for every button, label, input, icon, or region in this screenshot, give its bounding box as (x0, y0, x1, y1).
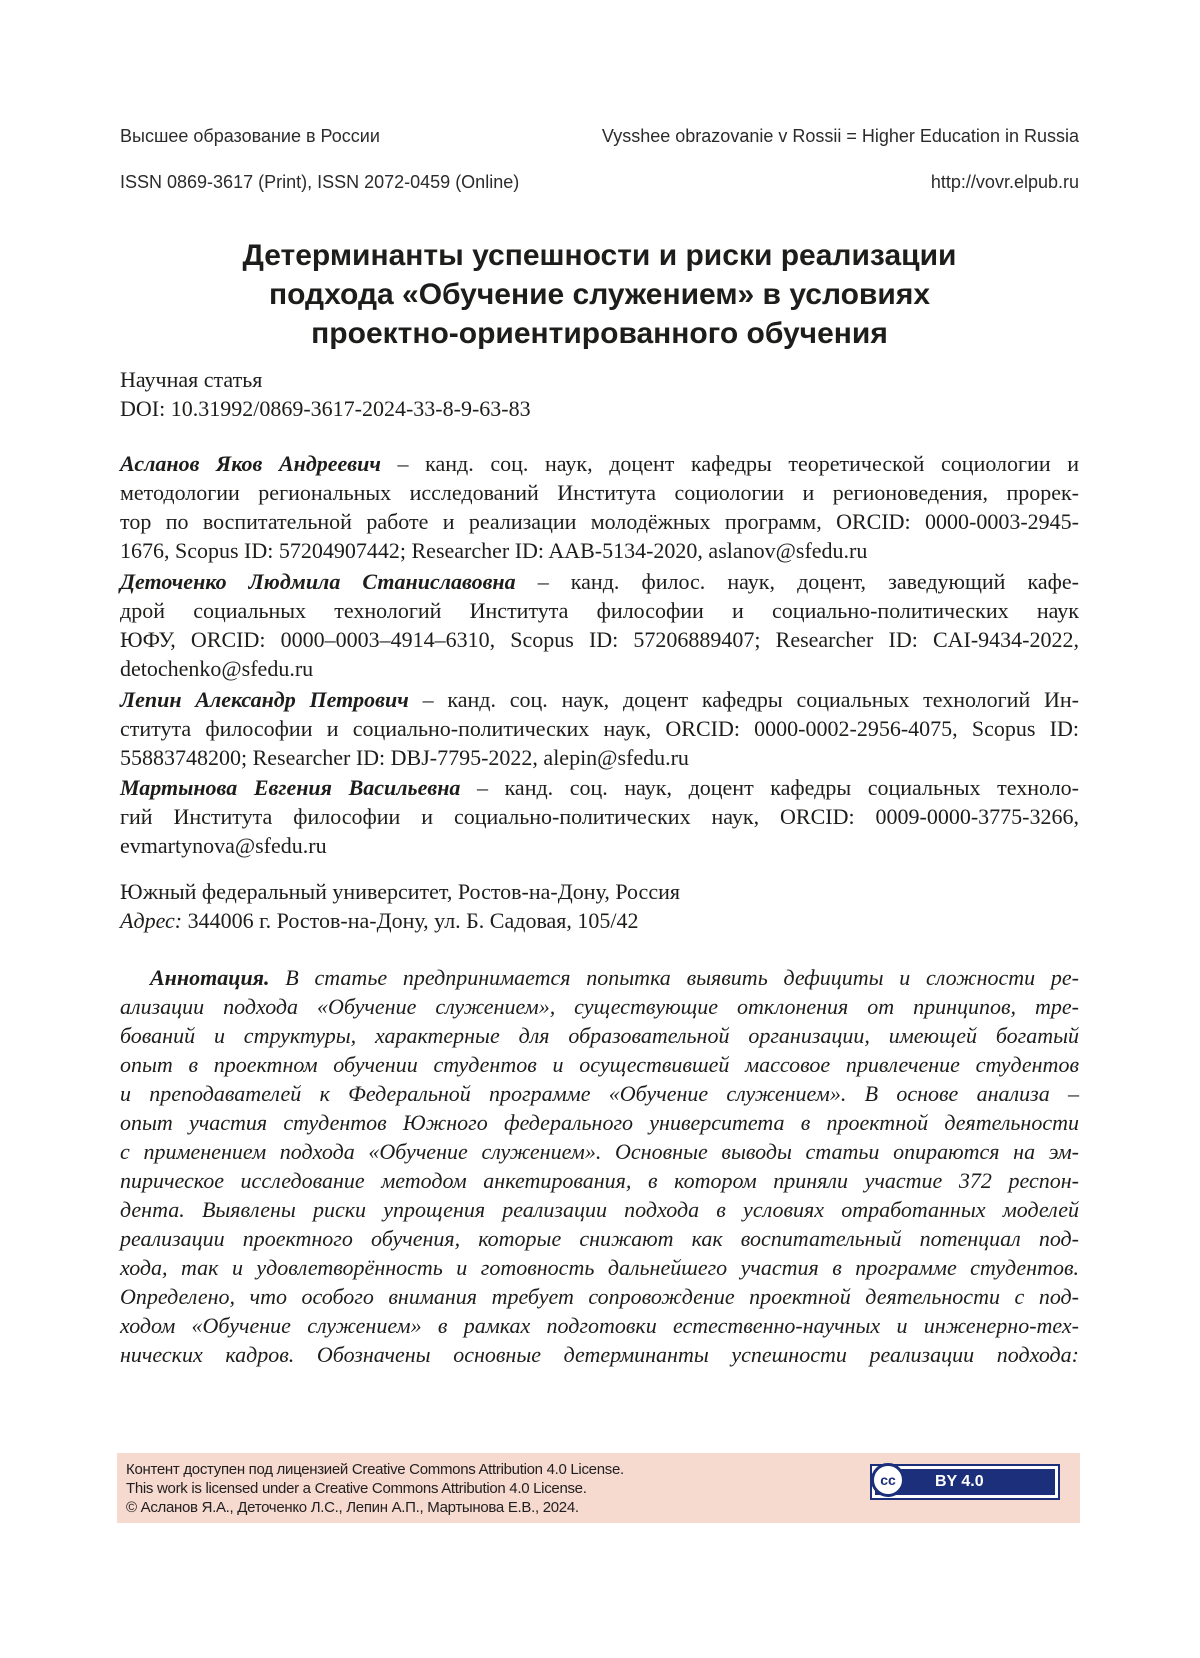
address-text: 344006 г. Ростов-на-Дону, ул. Б. Садовая, 105/42 (182, 908, 639, 933)
journal-title-ru: Высшее образование в России (120, 126, 380, 146)
author-aslanov: Асланов Яков Андреевич – канд. соц. наук, доцент кафедры теоретической социологии и методологии региональных исследований Института социологии и регионоведения, прорек- тор по воспитательной работе и реализации молодёжных программ, ORCID: 0000-0003-2945- 1676, Scopus ID: 57204907442; Researcher ID: AAB-5134-2020, aslanov@sfedu.ru (120, 451, 1079, 563)
issn-text: ISSN 0869-3617 (Print), ISSN 2072-0459 (Online) (120, 172, 520, 192)
journal-url[interactable]: http://vovr.elpub.ru (930, 172, 1079, 192)
license-line-en: This work is licensed under a Creative Commons Attribution 4.0 License. (126, 1480, 587, 1497)
doi-text[interactable]: DOI: 10.31992/0869-3617-2024-33-8-9-63-83 (120, 396, 531, 421)
author-name: Деточенко Людмила Станиславовна (120, 569, 516, 594)
creative-commons-icon: cc (871, 1463, 905, 1497)
license-text (126, 1460, 624, 1517)
running-header-bottom (120, 172, 1079, 193)
author-lepin: Лепин Александр Петрович – канд. соц. наук, доцент кафедры социальных технологий Ин- ститута философии и социально-политических наук, ORCID: 0000-0002-2956-4075, Scopus ID: 55883748200; Researcher ID: DBJ-7795-2022, alepin@sfedu.ru (120, 687, 1080, 770)
affiliation (120, 877, 1079, 935)
article-meta (120, 365, 1079, 423)
author-name: Асланов Яков Андреевич (120, 451, 381, 476)
author-name: Лепин Александр Петрович (120, 687, 409, 712)
address-label: Адрес: (120, 908, 183, 933)
title-line: проектно-ориентированного обучения (311, 317, 888, 350)
abstract: Аннотация. В статье предпринимается попытка выявить дефициты и сложности ре- ализации подхода «Обучение служением», существующие отклонения от принципов, тре- бований и структуры, характерные для образовательной организации, имеющей богатый опыт в проектном обучении студентов и осуществившей массовое привлечение студентов и преподавателей к Федеральной программе «Обучение служением». В основе анализа – опыт участия студентов Южного федерального университета в проектной деятельности с применением подхода «Обучение служением». Основные выводы статьи опираются на эм- пирическое исследование методом анкетирования, в котором приняли участие 372 респон- дента. Выявлены риски упрощения реализации подхода в условиях отработанных моделей реализации проектного обучения, которые снижают как воспитательный потенциал под- хода, так и удовлетворённость и готовность дальнейшего участия в программе студентов. Определено, что особого внимания требует сопровождение проектной деятельности с под- ходом «Обучение служением» в рамках подготовки естественно-научных и инженерно-тех- нических кадров. Обозначены основные детерминанты успешности реализации подхода: (120, 965, 1079, 1367)
article-type: Научная статья (120, 367, 263, 392)
journal-title-en: Vysshee obrazovanie v Rossii = Higher Education in Russia (601, 126, 1079, 146)
author-martynova: Мартынова Евгения Васильевна – канд. соц. наук, доцент кафедры социальных техноло- гий Института философии и социально-политических наук, ORCID: 0009-0000-3775-3266, evmartynova@sfedu.ru (120, 775, 1079, 858)
title-line: подхода «Обучение служением» в условиях (268, 278, 931, 311)
license-box (117, 1453, 1080, 1523)
running-header-top (120, 126, 1079, 147)
cc-by-label: BY 4.0 (935, 1473, 984, 1490)
cc-by-badge[interactable] (870, 1464, 1060, 1500)
title-line: Детерминанты успешности и риски реализации (242, 239, 957, 272)
author-detochenko: Деточенко Людмила Станиславовна – канд. филос. наук, доцент, заведующий кафе- дрой социальных технологий Института философии и социально-политических наук ЮФУ, ORCID: 0000–0003–4914–6310, Scopus ID: 57206889407; Researcher ID: CAI-9434-2022, detochenko@sfedu.ru (120, 569, 1079, 681)
abstract-label: Аннотация. (150, 965, 270, 990)
copyright-line: © Асланов Я.А., Деточенко Л.С., Лепин А.П., Мартынова Е.В., 2024. (126, 1499, 579, 1516)
author-name: Мартынова Евгения Васильевна (120, 775, 461, 800)
license-line-ru: Контент доступен под лицензией Creative Commons Attribution 4.0 License. (126, 1461, 624, 1478)
article-title (120, 236, 1079, 353)
university-name: Южный федеральный университет, Ростов-на-Дону, Россия (120, 879, 680, 904)
